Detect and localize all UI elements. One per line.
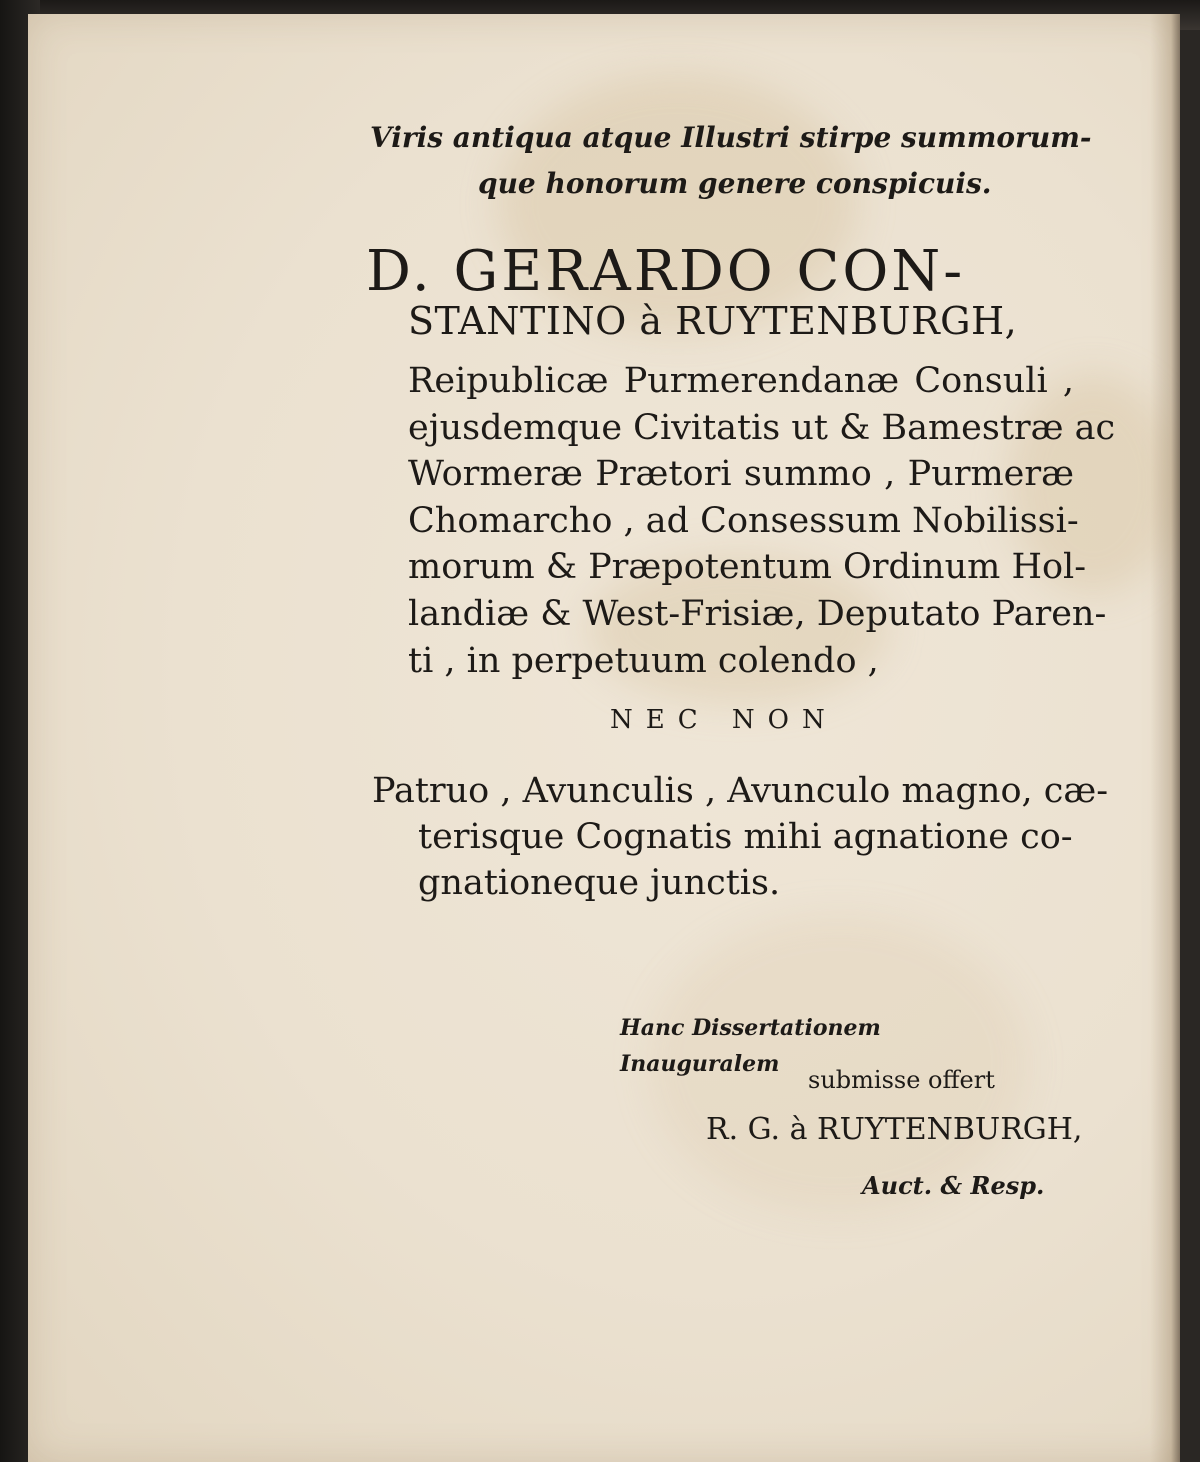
titles-line: Chomarcho , ad Consessum Nobilissi-	[408, 500, 1079, 541]
dedication-line-2: que honorum genere conspicuis.	[478, 167, 992, 200]
kin-line: Patruo , Avunculis , Avunculo magno, cæ-	[372, 771, 1109, 811]
offer-line-1: Hanc Dissertationem Inauguralem	[620, 1015, 881, 1077]
dedication-heading	[370, 115, 1092, 207]
kin-line: gnationeque junctis.	[418, 863, 781, 903]
titles-line: morum & Præpotentum Ordinum Hol-	[408, 547, 1087, 588]
honoree-name-line-2: STANTINO à RUYTENBURGH,	[408, 299, 1018, 343]
titles-line: Reipublicæ Purmerendanæ Consuli ,	[408, 361, 1074, 401]
honoree-name-line-1: D. GERARDO CON-	[366, 239, 966, 304]
kin-line: terisque Cognatis mihi agnatione co-	[418, 817, 1073, 857]
relatives-dedication	[372, 768, 1109, 906]
dedication-line-1: Viris antiqua atque Illustri stirpe summorum-	[370, 121, 1092, 154]
author-signature: R. G. à RUYTENBURGH,	[706, 1112, 1083, 1147]
honoree-titles	[408, 358, 1116, 684]
offer-line-2: submisse offert	[808, 1066, 995, 1094]
conjunction-nec-non: NEC NON	[610, 705, 838, 735]
titles-line: ti , in perpetuum colendo ,	[408, 640, 879, 681]
author-role: Auct. & Resp.	[862, 1171, 1045, 1200]
titles-line: Wormeræ Prætori summo , Purmeræ	[408, 454, 1074, 495]
titles-line: landiæ & West-Frisiæ, Deputato Paren-	[408, 593, 1107, 634]
titles-line: ejusdemque Civitatis ut & Bamestræ ac	[408, 407, 1116, 448]
book-page	[28, 14, 1180, 1462]
page-gutter-shadow	[1150, 14, 1180, 1462]
